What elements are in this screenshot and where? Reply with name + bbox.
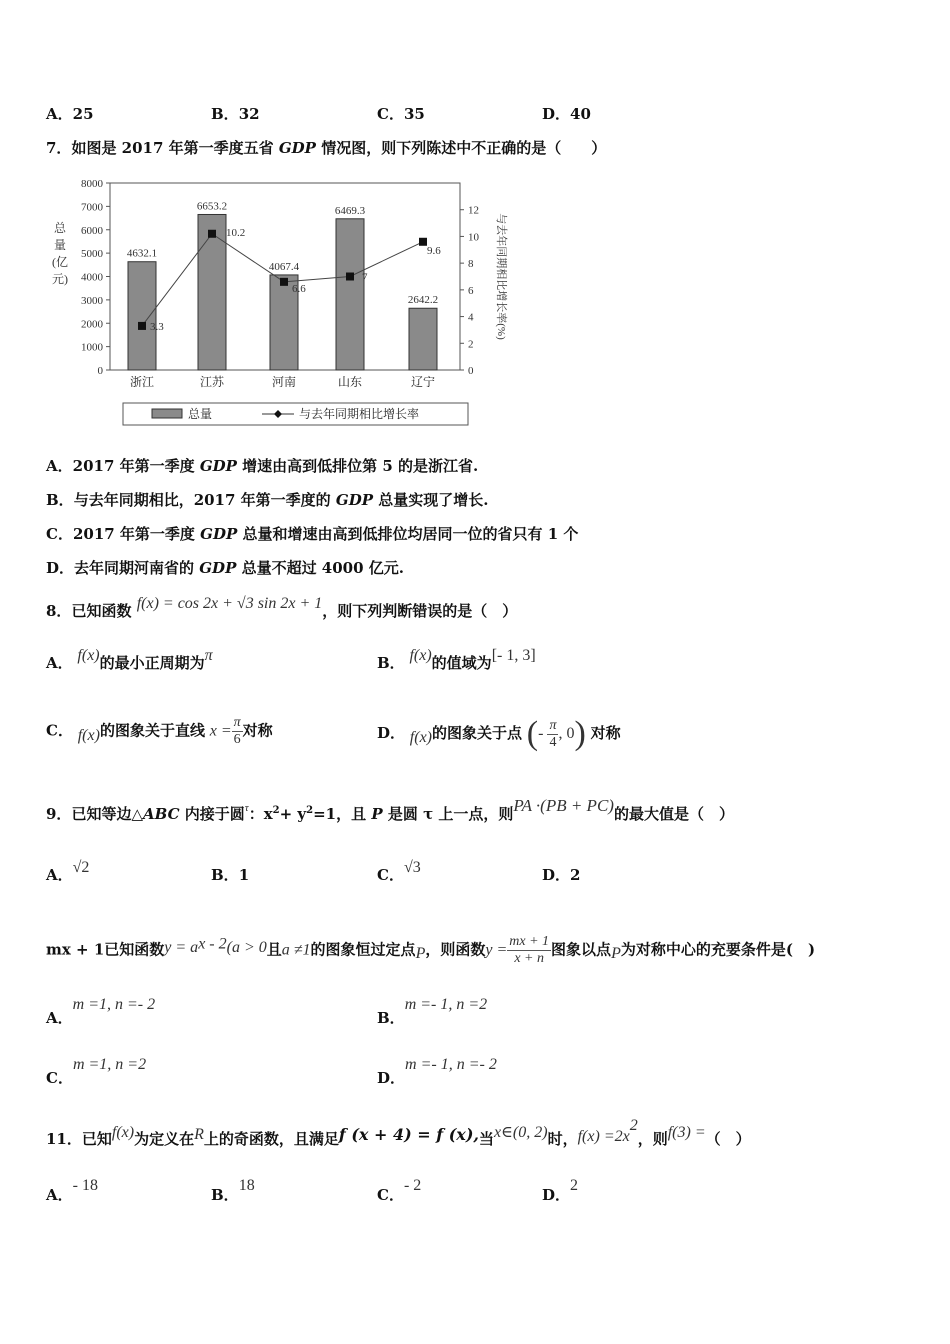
x-tick-label: 江苏 — [199, 375, 225, 389]
q9-stem: 9．已知等边△ABC 内接于圆$^\tau$：$x^2+ y^2=1$，且 P 是圆 τ 上一点，则PA ·(PB + PC)的最大值是（ ） — [46, 796, 734, 823]
q6-option-c: C．35 — [377, 105, 425, 123]
x-tick-label: 河南 — [271, 375, 297, 389]
growth-rate-label: 10.2 — [226, 226, 246, 239]
y-tick-label: 2000 — [81, 318, 103, 331]
growth-rate-label: 3.3 — [150, 320, 164, 333]
q8-formula: f(x) = cos 2x + √3 sin 2x + 1 — [136, 595, 323, 612]
q7-option-b: B．与去年同期相比，2017 年第一季度的 GDP 总量实现了增长. — [46, 491, 489, 509]
y-axis-label: 元) — [52, 272, 68, 286]
growth-rate-point — [346, 273, 354, 281]
y2-tick-label: 0 — [468, 365, 474, 377]
x-tick-label: 辽宁 — [410, 375, 436, 389]
growth-rate-point — [280, 278, 288, 286]
q7-option-d: D．去年同期河南省的 GDP 总量不超过 4000 亿元. — [46, 559, 404, 577]
y2-tick-label: 8 — [468, 258, 474, 271]
q11-stem: 11．已知f(x)为定义在R上的奇函数，且满足f (x + 4) = f (x),当x∈(0, 2)时，$f(x) =2x^2$，则f(3) =（ ） — [46, 1117, 751, 1148]
q11-option-d: D．2 — [542, 1177, 579, 1204]
bar-value-label: 4632.1 — [126, 247, 158, 260]
q6-option-b: B．32 — [211, 105, 260, 123]
q8-option-d: D． f(x)的图象关于点 (- $\frac{\pi}{4}$ , 0) 对称 — [377, 715, 621, 752]
q9-option-c: C．√3 — [377, 859, 421, 884]
y-axis-label: 总 — [53, 221, 67, 235]
y2-tick-label: 10 — [468, 231, 479, 244]
q9-option-d: D．2 — [542, 866, 581, 884]
q6-option-a: A．25 — [46, 105, 94, 123]
growth-rate-point — [419, 238, 427, 246]
y-tick-label: 5000 — [81, 248, 103, 261]
q10-option-a: A．m =1, n =- 2 — [46, 996, 156, 1027]
bar-value-label: 6469.3 — [334, 204, 366, 217]
legend-bar-label: 总量 — [188, 407, 213, 421]
bar-4 — [409, 308, 437, 370]
y-tick-label: 7000 — [81, 201, 103, 214]
growth-rate-label: 7 — [362, 271, 368, 284]
q10-option-c: C．m =1, n =2 — [46, 1056, 147, 1087]
y2-tick-label: 2 — [468, 338, 474, 351]
y2-tick-label: 12 — [468, 204, 479, 217]
bar-value-label: 2642.2 — [407, 294, 439, 307]
q11-option-c: C．- 2 — [377, 1177, 422, 1204]
q7-option-a: A．2017 年第一季度 GDP 增速由高到低排位第 5 的是浙江省. — [46, 457, 479, 475]
q11-option-a: A．- 18 — [46, 1177, 98, 1204]
q9-option-b: B．1 — [211, 866, 250, 884]
y-tick-label: 0 — [97, 365, 103, 377]
q8-stem: 8．已知函数 f(x) = cos 2x + √3 sin 2x + 1，则下列判断错误的是（ ） — [46, 595, 518, 620]
x-tick-label: 浙江 — [129, 375, 155, 389]
q8-option-a: A． f(x)的最小正周期为π — [46, 647, 213, 672]
y-tick-label: 3000 — [81, 294, 103, 307]
q7-stem: 7．如图是 2017 年第一季度五省 GDP 情况图，则下列陈述中不正确的是（ ） — [46, 139, 607, 157]
q11-option-b: B．18 — [211, 1177, 255, 1204]
x-tick-label: 山东 — [337, 375, 363, 389]
bar-1 — [198, 214, 226, 370]
y-tick-label: 4000 — [81, 271, 103, 284]
q9-option-a: A．√2 — [46, 859, 90, 884]
bar-3 — [336, 219, 364, 370]
q6-option-d: D．40 — [542, 105, 591, 123]
q10-stem: mx + 1已知函数$y = a^{x - 2}(a > 0$且a ≠1的图象恒过定点P，则函数y = $\frac{mx + 1}{x + n}$ 图象以点P为对称中心的充要条件是( ) — [46, 934, 816, 966]
gdp-chart — [40, 170, 520, 435]
bar-value-label: 4067.4 — [268, 260, 300, 273]
q10-option-b: B．m =- 1, n =2 — [377, 996, 488, 1027]
y-tick-label: 1000 — [81, 341, 103, 354]
q10-option-d: D．m =- 1, n =- 2 — [377, 1056, 497, 1087]
bar-0 — [128, 262, 156, 370]
y-axis-label: (亿 — [52, 255, 68, 269]
y-axis-label: 量 — [53, 238, 67, 252]
bar-value-label: 6653.2 — [196, 200, 228, 213]
y-tick-label: 8000 — [81, 178, 103, 190]
growth-rate-label: 9.6 — [427, 244, 441, 257]
y2-tick-label: 4 — [468, 311, 474, 324]
q8-option-c: C． f(x)的图象关于直线 x = $\frac{\pi}{6}$ 对称 — [46, 715, 273, 747]
y2-axis-label: 与去年同期相比增长率(%) — [495, 213, 507, 340]
growth-rate-point — [138, 322, 146, 330]
q7-option-c: C．2017 年第一季度 GDP 总量和增速由高到低排位均居同一位的省只有 1 个 — [46, 525, 579, 543]
y-tick-label: 6000 — [81, 224, 103, 237]
legend-line-marker — [274, 410, 282, 418]
legend-line-label: 与去年同期相比增长率 — [299, 407, 420, 421]
growth-rate-label: 6.6 — [292, 282, 306, 295]
y2-tick-label: 6 — [468, 284, 474, 297]
legend-bar-swatch — [152, 409, 182, 418]
q8-option-b: B． f(x)的值域为[- 1, 3] — [377, 647, 536, 672]
growth-rate-point — [208, 230, 216, 238]
